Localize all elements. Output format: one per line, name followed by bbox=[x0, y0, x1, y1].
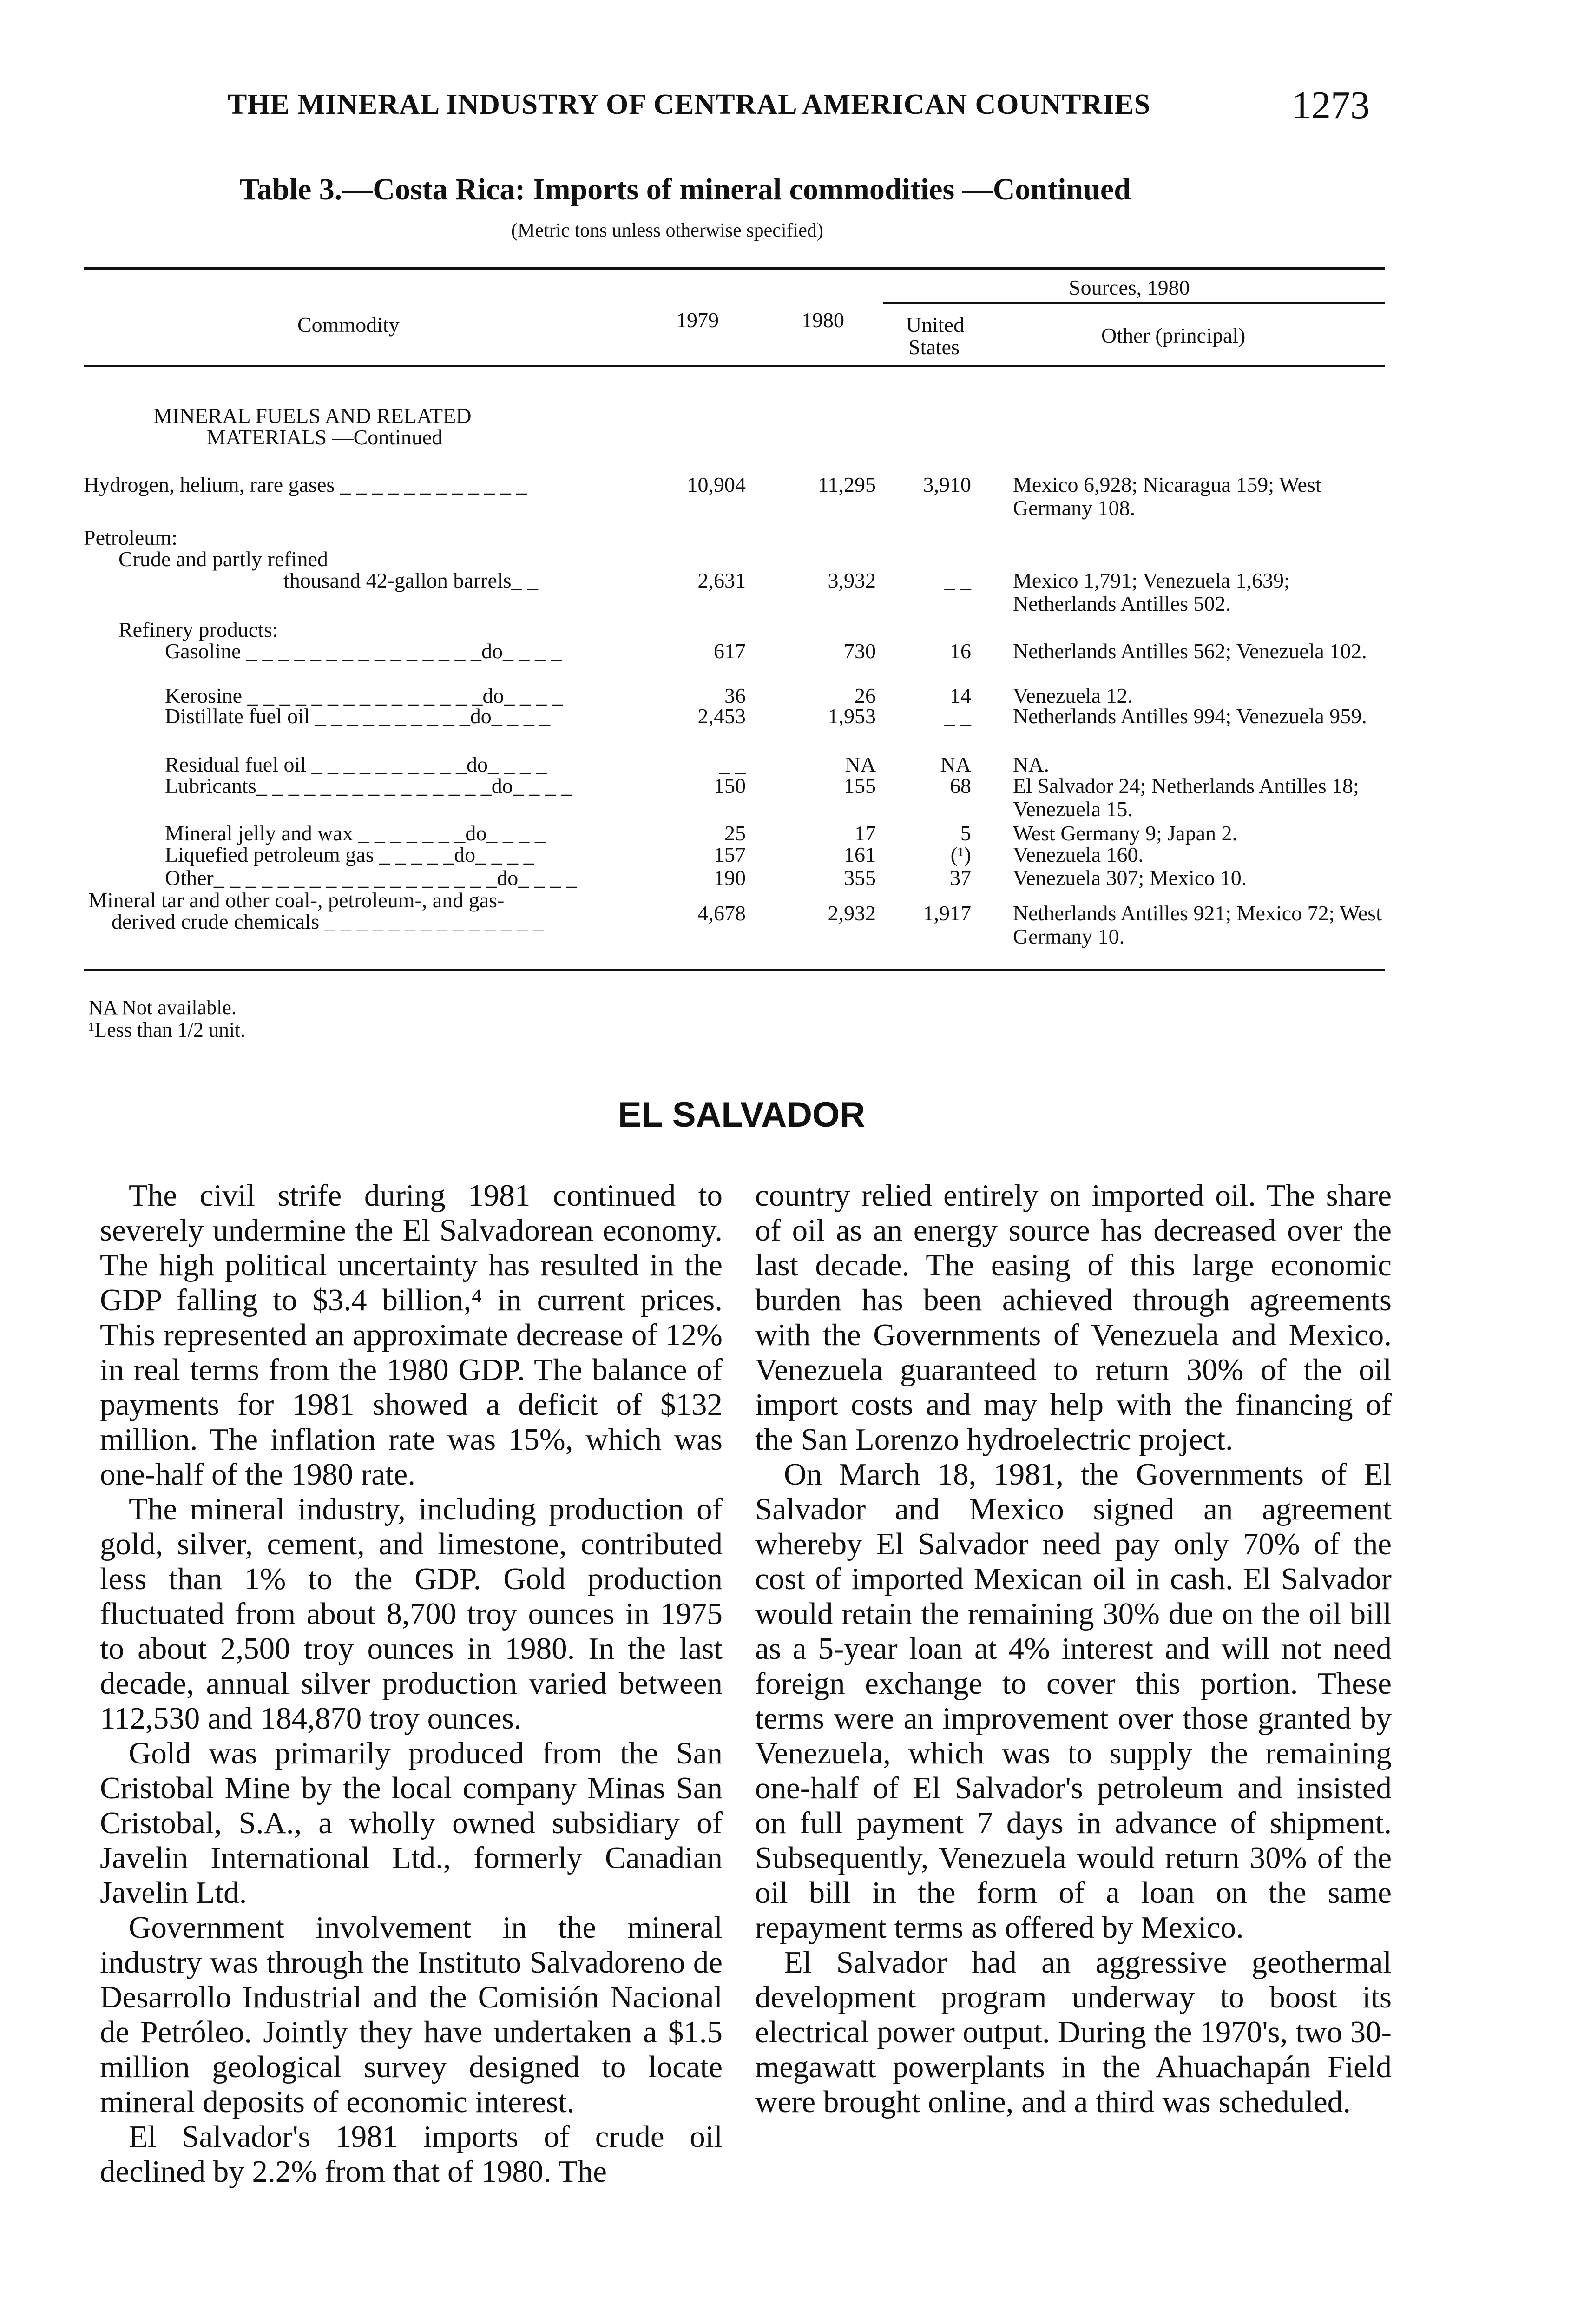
paragraph: El Salvador's 1981 imports of crude oil declined by 2.2% from that of 1980. The bbox=[100, 2119, 723, 2189]
paragraph: The mineral industry, including production of gold, silver, cement, and limestone, contributed less than 1% to the GDP. Gold production fluctuated from about 8,700 troy ounces in 1975 to about 2,500 troy ounces in 1980. In the last decade, annual silver production varied between 112,530 and 184,870 troy ounces. bbox=[100, 1492, 723, 1736]
column-header-1979: 1979 bbox=[676, 308, 719, 332]
section-heading: EL SALVADOR bbox=[618, 1095, 866, 1135]
table-cell-other: Venezuela 160. bbox=[1013, 843, 1144, 866]
table-cell-other: Netherlands Antilles 921; Mexico 72; West Germany 10. bbox=[1013, 901, 1382, 948]
header-bottom-rule bbox=[84, 365, 1385, 367]
column-header-1980: 1980 bbox=[802, 308, 844, 332]
table-cell-1980: 2,932 bbox=[828, 901, 876, 925]
column-header-commodity: Commodity bbox=[297, 313, 400, 337]
table-footnote: ¹Less than 1/2 unit. bbox=[88, 1018, 246, 1041]
table-row-label: Residual fuel oil _ _ _ _ _ _ _ _ _ _do_ _ _ _ bbox=[165, 753, 547, 776]
paragraph: The civil strife during 1981 continued to severely undermine the El Salvadorean economy. The high political uncertainty has resulted in the GDP falling to $3.4 billion,⁴ in current prices. This represented an approximate decrease of 12% in real terms from the 1980 GDP. The balance of payments for 1981 showed a deficit of $132 million. The inflation rate was 15%, which was one-half of the 1980 rate. bbox=[100, 1178, 723, 1492]
table-cell-1980: NA bbox=[845, 753, 876, 776]
table-cell-us: 16 bbox=[950, 639, 971, 663]
table-row-label: Crude and partly refined bbox=[118, 547, 328, 571]
sources-rule bbox=[883, 302, 1385, 304]
table-row-label: Distillate fuel oil _ _ _ _ _ _ _ _ _ _do_ _ _ _ bbox=[165, 704, 551, 728]
table-cell-us: 14 bbox=[950, 684, 971, 707]
table-row-label: Liquefied petroleum gas _ _ _ _ _do_ _ _ _ bbox=[165, 843, 534, 866]
table-cell-1980: 1,953 bbox=[828, 704, 876, 728]
table-cell-other: Netherlands Antilles 994; Venezuela 959. bbox=[1013, 704, 1367, 728]
table-row-label: Hydrogen, helium, rare gases _ _ _ _ _ _ _ _ _ _ _ _ bbox=[84, 473, 527, 496]
paragraph: Government involvement in the mineral industry was through the Instituto Salvadoreno de Desarrollo Industrial and the Comisión Nacional de Petróleo. Jointly they have undertaken a $1.5 million geological survey designed to locate mineral deposits of economic interest. bbox=[100, 1910, 723, 2119]
table-cell-1980: 355 bbox=[844, 866, 876, 890]
table-cell-1980: 17 bbox=[855, 821, 876, 845]
left-text-column bbox=[100, 1178, 723, 2189]
column-header-us-line1: United bbox=[906, 313, 965, 337]
table-row-label: Other_ _ _ _ _ _ _ _ _ _ _ _ _ _ _ _ _ _do_ _ _ _ bbox=[165, 866, 577, 890]
table-cell-other: Mexico 6,928; Nicaragua 159; West Germany 108. bbox=[1013, 473, 1321, 520]
table-cell-us: 37 bbox=[950, 866, 971, 890]
running-header-title: THE MINERAL INDUSTRY OF CENTRAL AMERICAN COUNTRIES bbox=[228, 89, 1151, 120]
paragraph: Gold was primarily produced from the San Cristobal Mine by the local company Minas San Cristobal, S.A., a wholly owned subsidiary of Javelin International Ltd., formerly Canadian Javelin Ltd. bbox=[100, 1736, 723, 1910]
table-row-label: Kerosine _ _ _ _ _ _ _ _ _ _ _ _ _ _ _do_ _ _ _ bbox=[165, 684, 563, 707]
table-cell-us: _ _ bbox=[944, 704, 971, 728]
table-cell-1979: 25 bbox=[724, 821, 746, 845]
table-cell-other: Netherlands Antilles 562; Venezuela 102. bbox=[1013, 639, 1367, 663]
table-cell-1980: 155 bbox=[844, 774, 876, 798]
column-header-sources: Sources, 1980 bbox=[1069, 276, 1190, 299]
table-cell-1979: 150 bbox=[714, 774, 746, 798]
paragraph: country relied entirely on imported oil. The share of oil as an energy source has decreased over the last decade. The easing of this large economic burden has been achieved through agreements with the Governments of Venezuela and Mexico. Venezuela guaranteed to return 30% of the oil import costs and may help with the financing of the San Lorenzo hydroelectric project. bbox=[755, 1178, 1392, 1457]
table-cell-1980: 3,932 bbox=[828, 568, 876, 592]
table-cell-1979: 157 bbox=[714, 843, 746, 866]
table-cell-other: El Salvador 24; Netherlands Antilles 18; Venezuela 15. bbox=[1013, 774, 1359, 821]
paragraph: El Salvador had an aggressive geothermal development program underway to boost its electrical power output. During the 1970's, two 30-megawatt powerplants in the Ahuachapán Field were brought online, and a third was scheduled. bbox=[755, 1945, 1392, 2119]
table-cell-1980: 730 bbox=[844, 639, 876, 663]
table-title: Table 3.—Costa Rica: Imports of mineral commodities —Continued bbox=[239, 172, 1131, 206]
table-cell-1979: 617 bbox=[714, 639, 746, 663]
table-cell-other: Venezuela 12. bbox=[1013, 684, 1133, 707]
table-cell-other: Venezuela 307; Mexico 10. bbox=[1013, 866, 1247, 890]
table-cell-us: NA bbox=[940, 753, 971, 776]
table-row-label: Mineral tar and other coal-, petroleum-, and gas- bbox=[88, 888, 505, 912]
table-cell-1979: 2,453 bbox=[697, 704, 746, 728]
table-subtitle: (Metric tons unless otherwise specified) bbox=[511, 220, 823, 241]
table-cell-other: NA. bbox=[1013, 753, 1049, 776]
table-bottom-rule bbox=[84, 969, 1385, 971]
table-row-label: Refinery products: bbox=[118, 618, 278, 641]
table-cell-us: _ _ bbox=[944, 568, 971, 592]
table-cell-1979: 2,631 bbox=[697, 568, 746, 592]
table-row-label: thousand 42-gallon barrels_ _ bbox=[283, 568, 539, 592]
paragraph: On March 18, 1981, the Governments of El Salvador and Mexico signed an agreement whereby El Salvador need pay only 70% of the cost of imported Mexican oil in cash. El Salvador would retain the remaining 30% due on the oil bill as a 5-year loan at 4% interest and will not need foreign exchange to cover this portion. These terms were an improvement over those granted by Venezuela, which was to supply the remaining one-half of El Salvador's petroleum and insisted on full payment 7 days in advance of shipment. Subsequently, Venezuela would return 30% of the oil bill in the form of a loan on the same repayment terms as offered by Mexico. bbox=[755, 1457, 1392, 1945]
table-cell-1979: 4,678 bbox=[697, 901, 746, 925]
table-top-rule bbox=[84, 267, 1385, 270]
table-cell-us: 5 bbox=[960, 821, 971, 845]
table-cell-1979: 190 bbox=[714, 866, 746, 890]
column-header-other: Other (principal) bbox=[1101, 324, 1246, 347]
table-row-label: Petroleum: bbox=[84, 526, 177, 549]
table-row-label: Gasoline _ _ _ _ _ _ _ _ _ _ _ _ _ _ _do_ _ _ _ bbox=[165, 639, 562, 663]
table-cell-other: West Germany 9; Japan 2. bbox=[1013, 821, 1237, 845]
right-text-column bbox=[755, 1178, 1392, 2119]
table-section-heading-line2: MATERIALS —Continued bbox=[207, 425, 443, 449]
column-header-us-line2: States bbox=[908, 335, 960, 359]
table-cell-1979: 10,904 bbox=[687, 473, 746, 496]
table-cell-us: 1,917 bbox=[923, 901, 971, 925]
table-row-label: Lubricants_ _ _ _ _ _ _ _ _ _ _ _ _ _ _do_ _ _ _ bbox=[165, 774, 572, 798]
table-cell-us: 3,910 bbox=[923, 473, 971, 496]
table-row-label: derived crude chemicals _ _ _ _ _ _ _ _ _ _ _ _ _ _ bbox=[112, 910, 544, 933]
table-cell-1979: _ _ bbox=[719, 753, 746, 776]
table-row-label: Mineral jelly and wax _ _ _ _ _ _ _do_ _ _ _ bbox=[165, 821, 546, 845]
page-number: 1273 bbox=[1292, 84, 1370, 127]
table-cell-1980: 11,295 bbox=[818, 473, 876, 496]
table-cell-us: 68 bbox=[950, 774, 971, 798]
table-cell-1980: 26 bbox=[855, 684, 876, 707]
table-footnote: NA Not available. bbox=[88, 996, 237, 1019]
table-section-heading-line1: MINERAL FUELS AND RELATED bbox=[153, 404, 472, 428]
table-cell-1980: 161 bbox=[844, 843, 876, 866]
table-cell-other: Mexico 1,791; Venezuela 1,639; Netherlands Antilles 502. bbox=[1013, 568, 1290, 615]
table-cell-us: (¹) bbox=[950, 843, 971, 866]
table-cell-1979: 36 bbox=[724, 684, 746, 707]
